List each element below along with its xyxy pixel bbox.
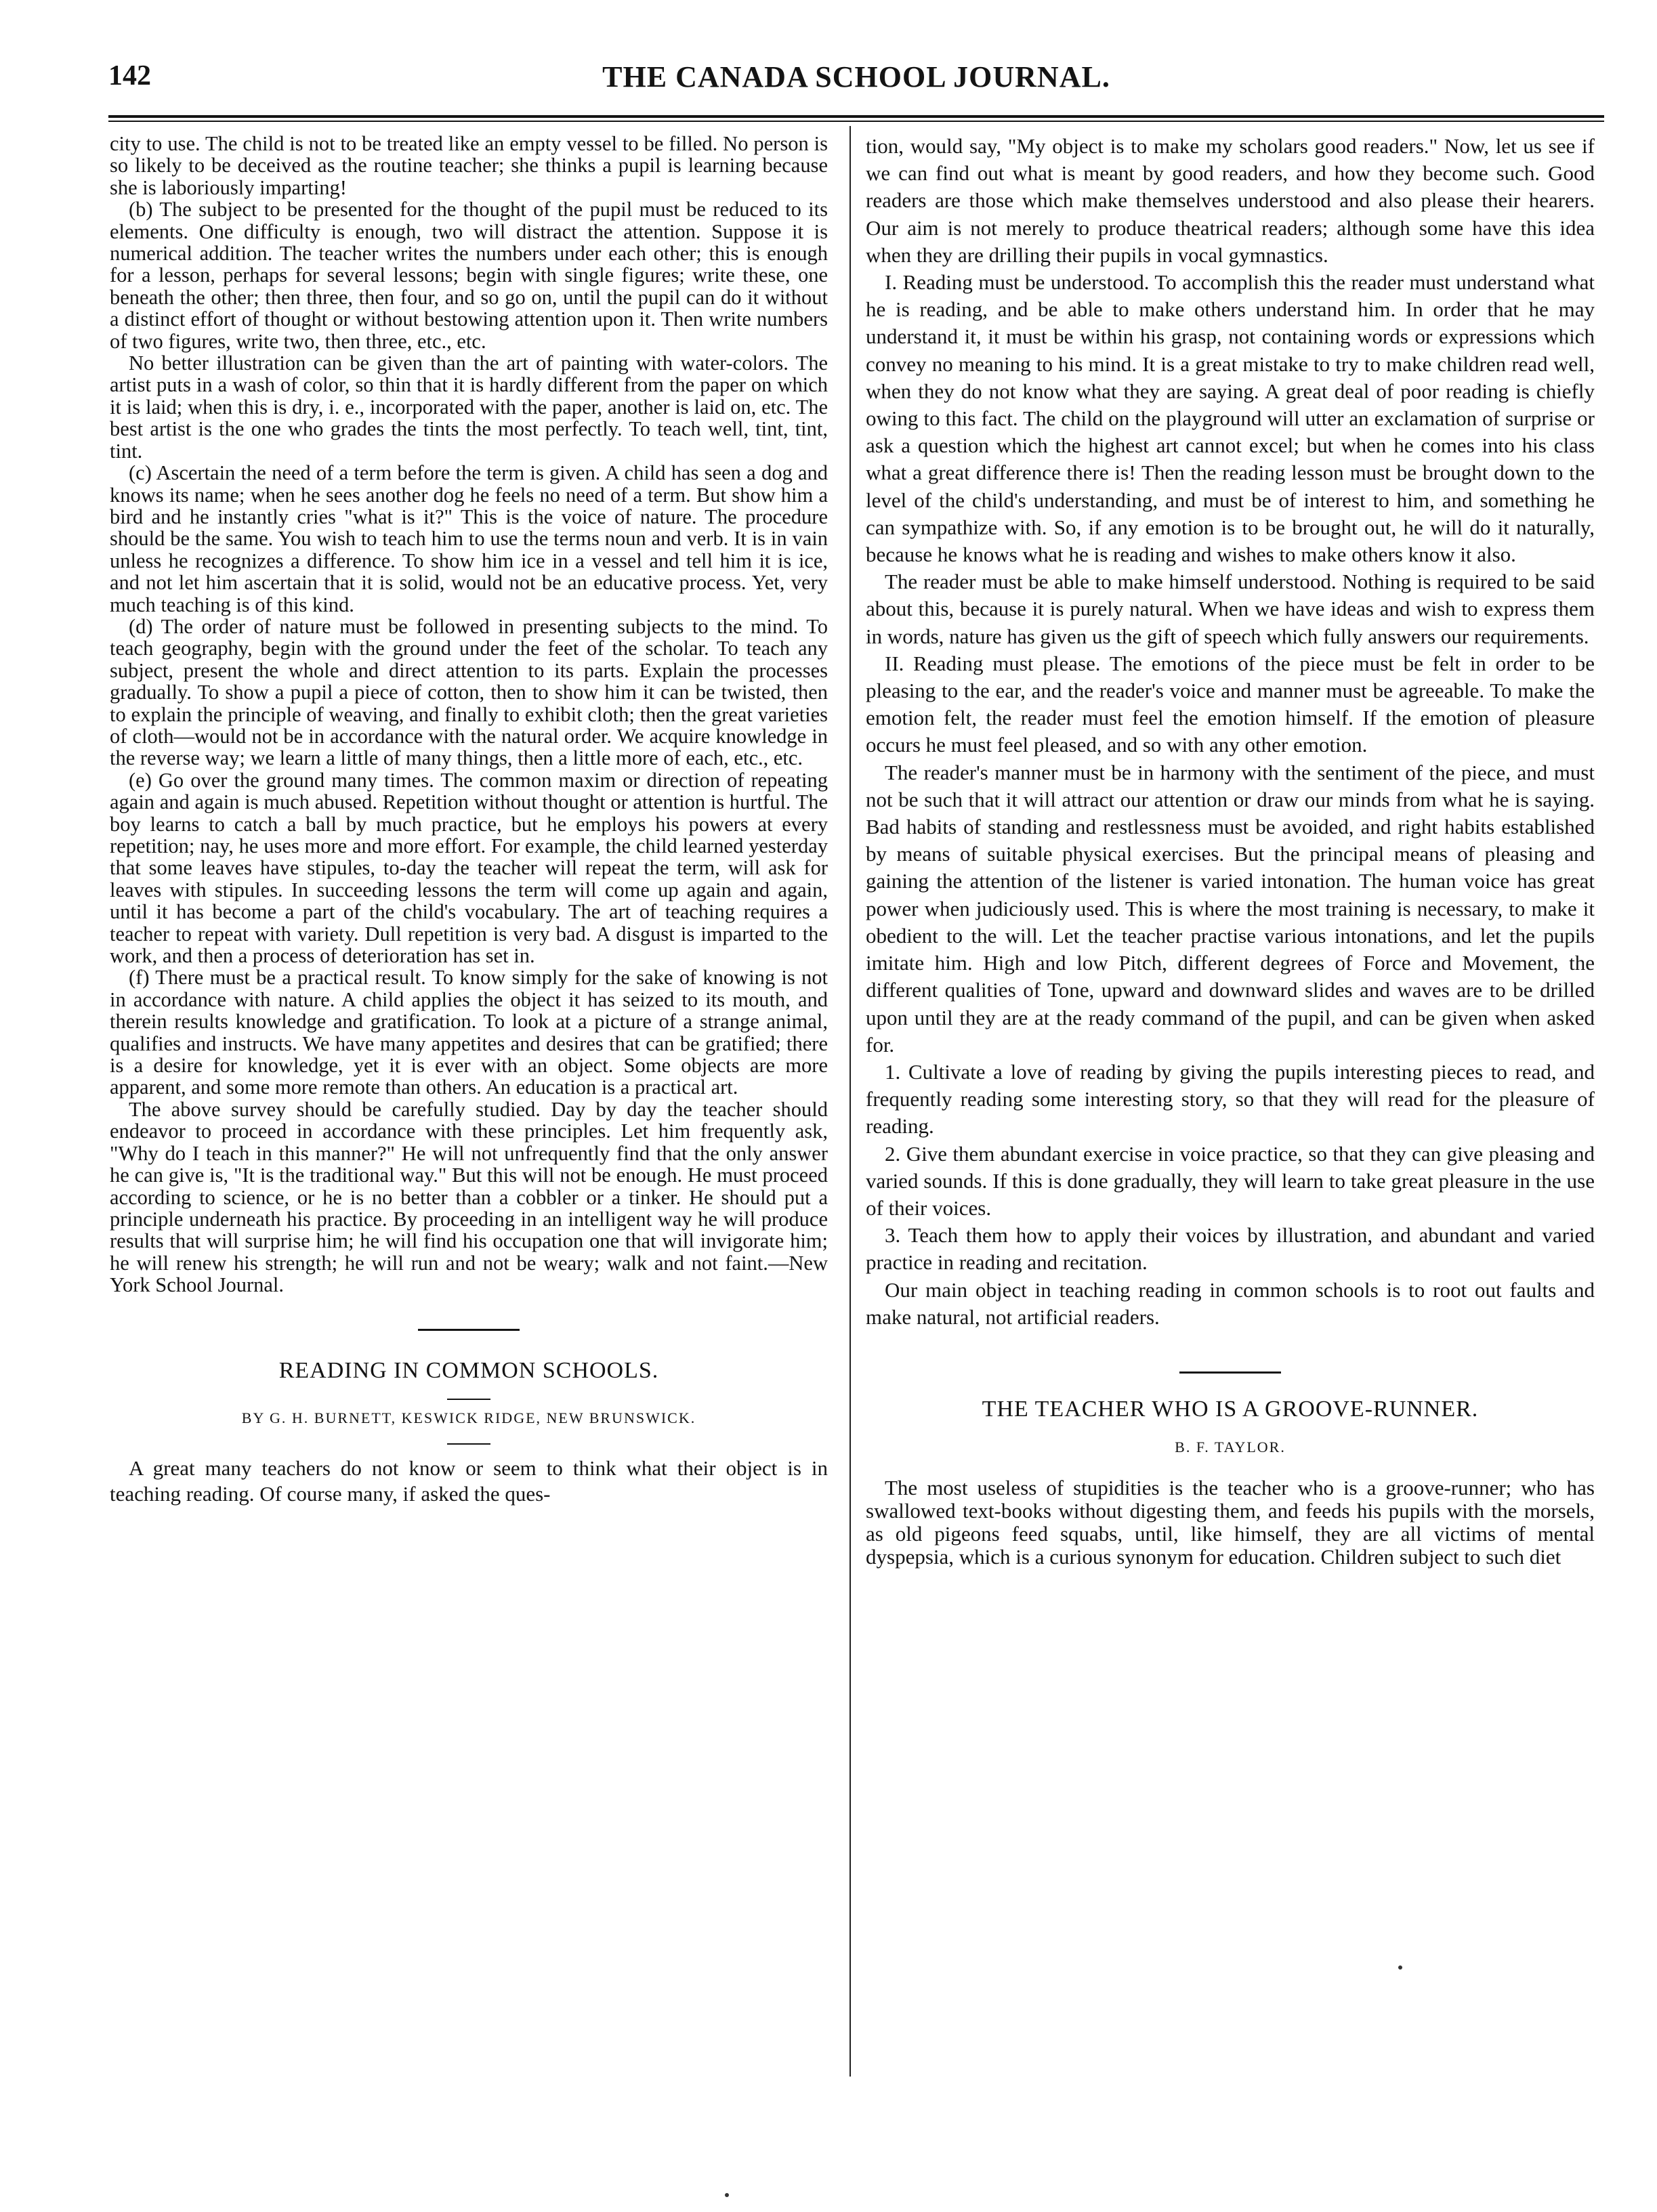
article-intro: A great many teachers do not know or seem to think what their object is in teaching reading. Of course many, if asked the ques- bbox=[110, 1455, 828, 1506]
print-speck bbox=[725, 2193, 729, 2197]
paragraph: II. Reading must please. The emotions of the piece must be felt in order to be pleasing to the ear, and the reader's voice and manner must be agreeable. To make the emotion felt, the reader must feel the emotion himself. If the emotion of pleasure occurs he must feel pleased, and so with any other emotion. bbox=[866, 651, 1595, 757]
article-byline: BY G. H. BURNETT, KESWICK RIDGE, NEW BRUNSWICK. bbox=[241, 1409, 696, 1426]
header-rule-thick bbox=[108, 115, 1604, 118]
page-number: 142 bbox=[108, 60, 151, 91]
header-rule-thin bbox=[108, 121, 1604, 122]
paragraph: 1. Cultivate a love of reading by giving the pupils interesting pieces to read, and frequently reading some interesting story, so that they will read for the pleasure of reading. bbox=[866, 1059, 1595, 1139]
right-column bbox=[866, 133, 1595, 1569]
paragraph: tion, would say, "My object is to make my scholars good readers." Now, let us see if we can find out what is meant by good readers, and how they become such. Good readers are those which make themselves understood and also please their hearers. Our aim is not merely to produce theatrical readers; although some have this idea when they are drilling their pupils in vocal gymnastics. bbox=[866, 134, 1595, 267]
paragraph: The above survey should be carefully studied. Day by day the teacher should endeavor to proceed in accordance with these principles. Let him frequently ask, "Why do I teach in this manner?" He will not unfrequently find that the only answer he can give is, "It is the traditional way." But this will not be enough. He must proceed according to science, or he is no better than a cobbler or a tinker. He should put a principle underneath his practice. By proceeding in an intelligent way he will produce results that will surprise him; he will find his occupation one that will invigorate him; he will renew his strength; he will run and not be weary; walk and not faint.—New York School Journal. bbox=[110, 1097, 828, 1297]
paragraph: No better illustration can be given than the art of painting with water-colors. The artist puts in a wash of color, so thin that it is hardly different from the paper on which it is laid; when this is dry, i. e., incorporated with the paper, another is laid on, etc. The best artist is the one who grades the tints the most perfectly. To teach well, tint, tint, tint. bbox=[110, 352, 828, 463]
article-title: READING IN COMMON SCHOOLS. bbox=[278, 1357, 659, 1383]
journal-title: THE CANADA SCHOOL JOURNAL. bbox=[602, 60, 1110, 93]
paragraph: (f) There must be a practical result. To know simply for the sake of knowing is not in accordance with nature. A child applies the object it has seized to its mouth, and therein results knowledge and gratification. To look at a picture of a strange animal, qualifies and instructs. We have many appetites and desires that can be gratified; there is a desire for knowledge, yet it is ever with an object. Some objects are more apparent, and some more remote than others. An education is a practical art. bbox=[110, 966, 828, 1099]
paragraph: city to use. The child is not to be treated like an empty vessel to be filled. No person is so likely to be deceived as the routine teacher; she thinks a pupil is learning because she is laboriously imparting! bbox=[110, 132, 828, 199]
paragraph: (b) The subject to be presented for the thought of the pupil must be reduced to its elements. One difficulty is enough, two will distract the attention. Suppose it is numerical addition. The teacher writes the numbers under each other; this is enough for a lesson, perhaps for several lessons; begin with single figures; write these, one beneath the other; then three, then four, and so go on, until the pupil can do it without a distinct effort of thought or without bestowing attention upon it. Then write numbers of two figures, write two, then three, etc., etc. bbox=[110, 198, 828, 353]
article-title: THE TEACHER WHO IS A GROOVE-RUNNER. bbox=[982, 1396, 1479, 1422]
left-column bbox=[110, 133, 828, 1507]
paragraph: (e) Go over the ground many times. The common maxim or direction of repeating again and again is much abused. Repetition without thought or attention is hurtful. The boy learns to catch a ball by much practice, but he employs his powers at every repetition; nay, he uses more and more effort. For example, the child learned yesterday that some leaves have stipules, to-day the teacher will repeat the term, will ask for leaves with stipules. In succeeding lessons the term will come up again and again, until it has become a part of the child's vocabulary. The art of teaching requires a teacher to repeat with variety. Dull repetition is very bad. A disgust is imparted to the work, and then a process of deterioration has set in. bbox=[110, 768, 828, 968]
column-divider bbox=[850, 126, 851, 2077]
paragraph: The reader's manner must be in harmony with the sentiment of the piece, and must not be such that it will attract our attention or draw our minds from what he is saying. Bad habits of standing and restlessness must be avoided, and right habits established by means of suitable physical exercises. But the principal means of pleasing and gaining the attention of the listener is varied intonation. The human voice has great power when judiciously used. This is where the most training is necessary, to make it obedient to the will. Let the teacher practise various intonations, and let the pupils imitate him. High and low Pitch, different degrees of Force and Movement, the different qualities of Tone, upward and downward slides and waves are to be drilled upon until they are at the ready command of the pupil, and can be given when asked for. bbox=[866, 760, 1595, 1057]
paragraph: (c) Ascertain the need of a term before the term is given. A child has seen a dog and knows its name; when he sees another dog he feels no need of a term. But show him a bird and he instantly cries "what is it?" This is the voice of nature. The procedure should be the same. You wish to teach him to use the terms noun and verb. It is in vain unless he recognizes a difference. To show him ice in a vessel and tell him it is ice, and not let him ascertain that it is solid, would not be an educative process. Yet, very much teaching is of this kind. bbox=[110, 461, 828, 616]
paragraph: 2. Give them abundant exercise in voice practice, so that they can give pleasing and varied sounds. If this is done gradually, they will learn to take great pleasure in the use of their voices. bbox=[866, 1141, 1595, 1220]
paragraph: I. Reading must be understood. To accomplish this the reader must understand what he is reading, and be able to make others understand him. In order that he may understand it, it must be within his grasp, not containing words or expressions which convey no meaning to his mind. It is a great mistake to try to make children read well, when they do not know what they are saying. A great deal of poor reading is chiefly owing to this fact. The child on the playground will utter an exclamation of surprise or ask a question which the highest art cannot excel; but when he comes into his class what a great difference there is! Then the reading lesson must be brought down to the level of the child's understanding, and must be of interest to him, and something he can sympathize with. So, if any emotion is to be brought out, he will do it naturally, because he knows what he is reading and wishes to make others know it also. bbox=[866, 270, 1595, 567]
paragraph: (d) The order of nature must be followed in presenting subjects to the mind. To teach geography, begin with the ground under the feet of the scholar. To teach any subject, present the whole and direct attention to its parts. Explain the processes gradually. To show a pupil a piece of cotton, then to show him it can be twisted, then to explain the principle of weaving, and finally to exhibit cloth; then the great varieties of cloth—would not be in accordance with the natural order. We acquire knowledge in the reverse way; we learn a little of many things, then a little more of each, etc., etc. bbox=[110, 614, 828, 770]
paragraph: The reader must be able to make himself understood. Nothing is required to be said about this, because it is purely natural. When we have ideas and wish to express them in words, nature has given us the gift of speech which fully answers our requirements. bbox=[866, 570, 1595, 648]
article-intro: The most useless of stupidities is the teacher who is a groove-runner; who has swallowed text-books without digesting them, and feeds his pupils with the morsels, as old pigeons feed squabs, until, like himself, they are all victims of mental dyspepsia, which is a curious synonym for education. Children subject to such diet bbox=[866, 1475, 1595, 1569]
print-speck bbox=[1398, 1965, 1402, 1970]
page-header bbox=[108, 60, 1604, 100]
paragraph: 3. Teach them how to apply their voices by illustration, and abundant and varied practice in reading and recitation. bbox=[866, 1223, 1595, 1275]
paragraph: Our main object in teaching reading in common schools is to root out faults and make natural, not artificial readers. bbox=[866, 1277, 1595, 1329]
article-byline: B. F. TAYLOR. bbox=[1175, 1438, 1286, 1455]
